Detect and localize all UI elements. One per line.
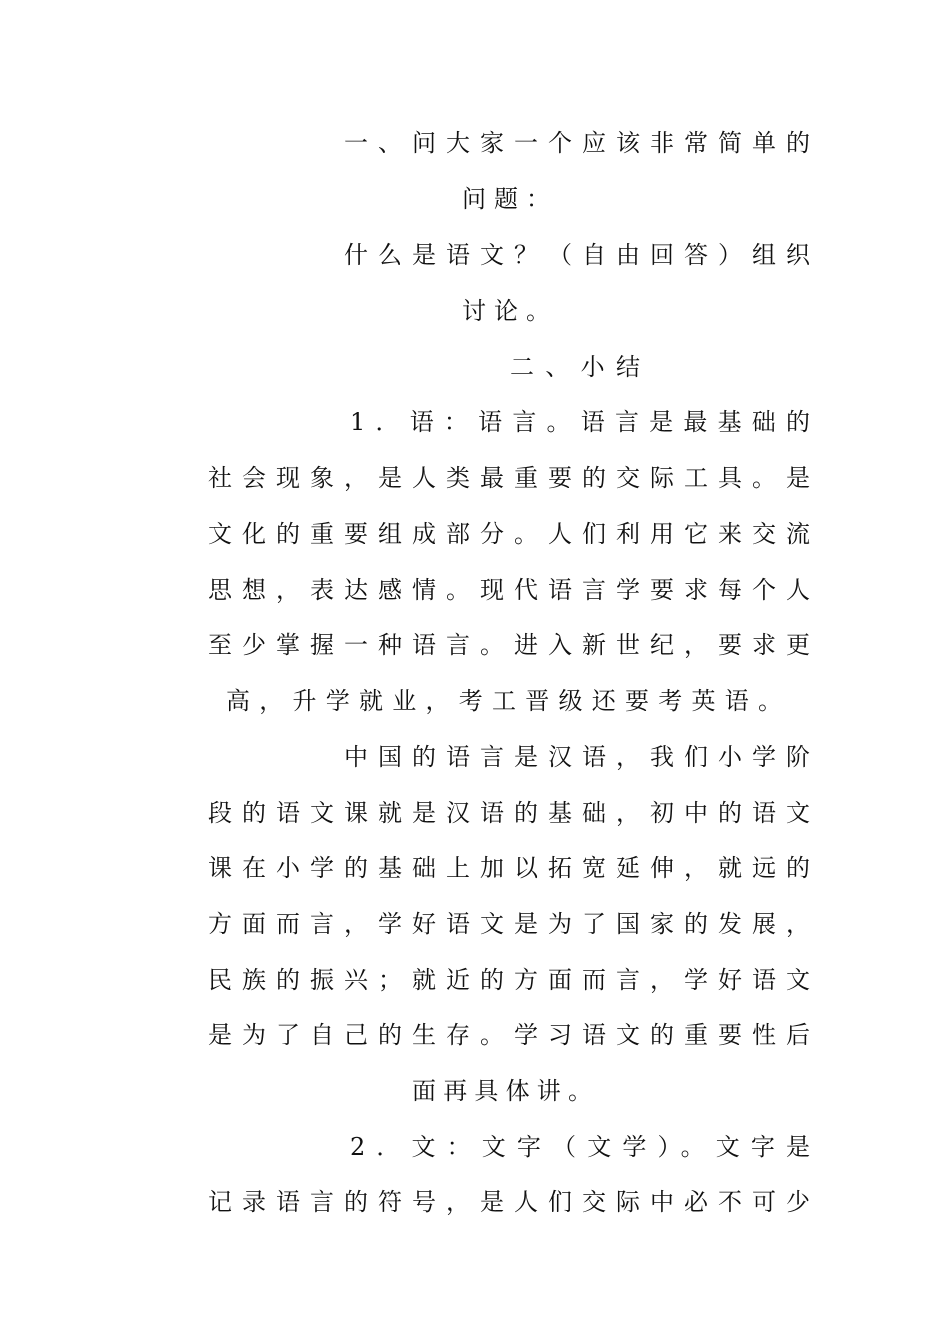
text-line: 是为了自己的生存。学习语文的重要性后	[208, 1021, 810, 1049]
text-line: 什么是语文？（自由回答）组织	[344, 241, 810, 269]
text-line: 2．文：文字（文学）。文字是	[350, 1133, 810, 1161]
text-line: 面再具体讲。	[412, 1077, 592, 1105]
text-line: 段的语文课就是汉语的基础，初中的语文	[208, 799, 810, 827]
text-line: 社会现象，是人类最重要的交际工具。是	[208, 464, 810, 492]
text-line: 文化的重要组成部分。人们利用它来交流	[208, 520, 810, 548]
text-line: 高，升学就业，考工晋级还要考英语。	[226, 687, 782, 715]
section-heading: 二、小结	[510, 353, 640, 381]
text-line: 中国的语言是汉语，我们小学阶	[344, 743, 810, 771]
text-line: 至少掌握一种语言。进入新世纪，要求更	[208, 631, 810, 659]
text-line: 问题：	[462, 185, 558, 213]
text-line: 课在小学的基础上加以拓宽延伸，就远的	[208, 854, 810, 882]
text-line: 讨论。	[462, 297, 558, 325]
text-line: 1．语：语言。语言是最基础的	[350, 408, 810, 436]
text-line: 思想，表达感情。现代语言学要求每个人	[208, 576, 810, 604]
text-line: 记录语言的符号，是人们交际中必不可少	[208, 1188, 810, 1216]
text-line: 民族的振兴；就近的方面而言，学好语文	[208, 966, 810, 994]
text-line: 一、问大家一个应该非常简单的	[344, 129, 810, 157]
text-line: 方面而言，学好语文是为了国家的发展，	[208, 910, 810, 938]
